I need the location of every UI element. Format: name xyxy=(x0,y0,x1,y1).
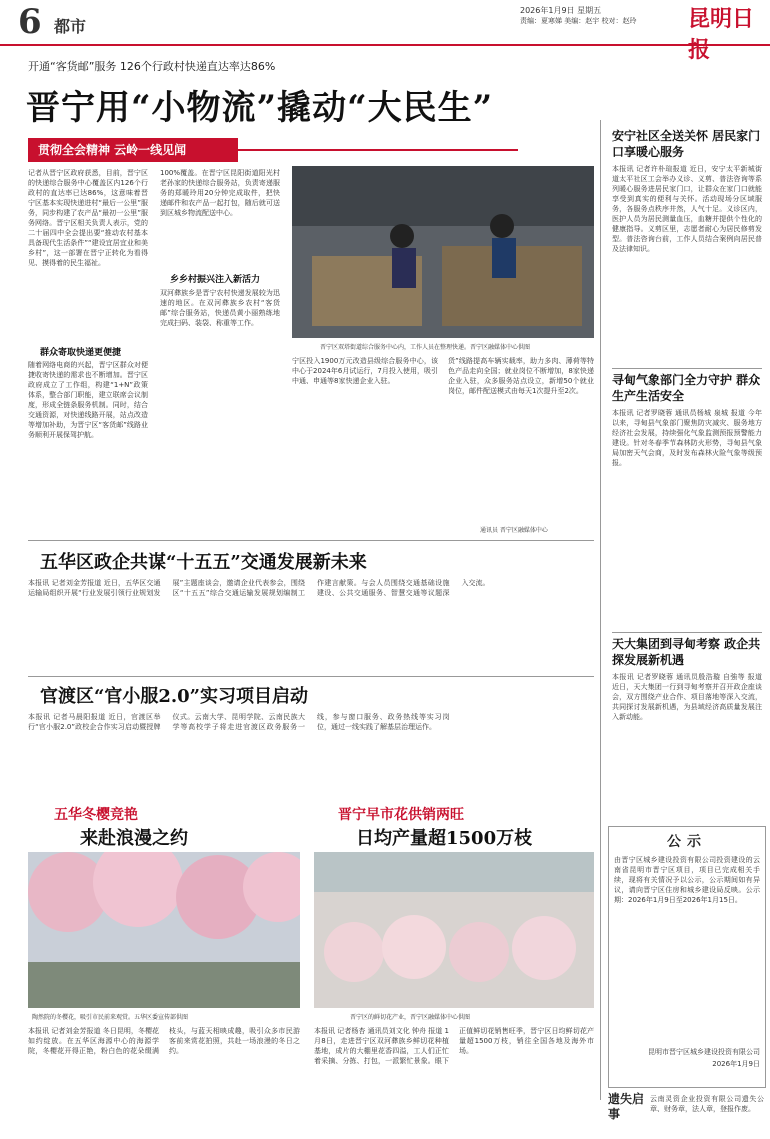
lead-subhead-1: 群众寄取快递更便捷 xyxy=(40,348,122,358)
lead-kicker: 开通“客货邮”服务 126个行政村快递直达率达86% xyxy=(28,60,276,73)
side3-title: 天大集团到寻甸考察 政企共探发展新机遇 xyxy=(612,637,761,667)
art4-photo-caption: 陶然院的冬樱花，吸引市民前来观赏。五华区委宣传部供图 xyxy=(32,1014,189,1021)
art2-title: 五华区政企共谋“十五五”交通发展新未来 xyxy=(40,552,367,573)
warehouse-scene-icon xyxy=(292,166,594,338)
date-line: 2026年1月9日 星期五 xyxy=(520,6,602,15)
art5-title: 日均产量超1500万枝 xyxy=(356,828,533,849)
lead-body-4: 双河彝族乡是晋宁农村快递发展较为迅速的地区。在双河彝族乡农村“客货邮”综合服务站，快递员黄小丽熟练地完成扫码、装袋、称重等工作。 xyxy=(160,289,280,327)
art4-title: 来赴浪漫之约 xyxy=(80,828,188,849)
notice-box xyxy=(608,826,766,1088)
notice-signature: 昆明市晋宁区城乡建设投资有限公司 xyxy=(648,1048,760,1056)
lead-body-6: 货”线路提高车辆实载率，助力多肉、薄荷等特色产品走向全国；就业岗位不断增加，8家快递企业入驻，众多服务站点设立，新增50个就业岗位，邮件配送模式由每天1次提升至2次。 xyxy=(448,357,594,395)
section-rule-3 xyxy=(28,676,594,677)
flower-bundles-icon xyxy=(314,852,594,1008)
lead-reporter: 通讯员 晋宁区融媒体中心 xyxy=(480,527,548,534)
column-divider xyxy=(600,120,601,1100)
footer-notice-body: 云南灵资企业投资有限公司遗失公章、财务章，法人章，登报作废。 xyxy=(650,1095,764,1113)
lead-subhead-2: 乡乡村振兴注入新活力 xyxy=(170,275,261,285)
side-rule-2 xyxy=(612,632,762,633)
lead-body-3: 100%覆盖。在晋宁区昆阳街道阳光村老孙家的快递综合服务站，负责寄递服务的郑暖玲用20分钟完成取件，把快递邮件和农产品一起打包，随后就可送到区城乡物流配送中心。 xyxy=(160,169,280,217)
lead-headline: 晋宁用“小物流”撬动“大民生” xyxy=(26,88,494,128)
editors-line: 责编：夏寒娣 美编：赵宇 校对：赵玲 xyxy=(520,17,637,25)
art3-title: 官渡区“官小服2.0”实习项目启动 xyxy=(40,686,309,707)
lead-banner: 贯彻全会精神 云岭一线见闻 xyxy=(28,138,238,162)
side-rule-1 xyxy=(612,368,762,369)
notice-title: 公示 xyxy=(667,834,707,850)
art5-photo-caption: 晋宁区的鲜切花产业，晋宁区融媒体中心供图 xyxy=(350,1014,471,1021)
lead-photo-caption: 晋宁区双塔街道综合服务中心内，工作人员在整理快递。晋宁区融媒体中心供图 xyxy=(320,344,531,351)
lead-body-1: 记者从晋宁区政府获悉，目前，晋宁区的快递综合服务中心覆盖区内126个行政村的直达率已达86%，这意味着晋宁区基本实现快递进村“最后一公里”服务，同步构建了农产品“最初一公里”服务网络。晋宁区相关负责人表示，党的二十届四中全会提出要“推动农村基本具备现代生活条件”“建设宜居宜业和美乡村”，这一部署在晋宁正转化为看得见、摸得着的民生福祉。 xyxy=(28,169,148,267)
side2-body: 本报讯 记者罗晓蓉 通讯员杨城 泉城 报道 今年以来，寻甸县气象部门聚焦防灾减灾、服务地方经济社会发展，持续强化气象监测预报预警能力建设。针对冬春季节森林防火形势，寻甸县气象局加密天气会商，及时发布森林火险气象等级预报。 xyxy=(612,409,762,467)
art5-body: 本报讯 记者杨杏 通讯员刘文化 钟舟 报道 1月8日，走进晋宁区双河彝族乡鲜切花种植基地，成片的大棚里花香四溢，工人们正忙着采摘、分拣、打包，一派繁忙景象。眼下正值鲜切花销售旺季，晋宁区日均鲜切花产量超1500万枝，销往全国各地及海外市场。 xyxy=(314,1027,594,1065)
banner-rule xyxy=(238,149,518,151)
footer-notice-label: 遗失启事 xyxy=(608,1092,645,1121)
notice-body: 由晋宁区城乡建设投资有限公司投资建设的云南省昆明市晋宁区项目，项目已完成相关手续，现将有关情况予以公示，公示期间如有异议，请向晋宁区住房和城乡建设局反映。公示期：2026年1月9日至2026年1月15日。 xyxy=(614,856,760,904)
side2-title: 寻甸气象部门全力守护 群众生产生活安全 xyxy=(612,373,761,403)
section-name: 都市 xyxy=(54,17,87,36)
lead-photo xyxy=(292,166,594,338)
section-rule-2 xyxy=(28,540,594,541)
art4-banner: 五华冬樱竞艳 xyxy=(54,807,138,823)
art3-body: 本报讯 记者马晨阳报道 近日，官渡区举行“官小服2.0”政校企合作实习启动暨授牌仪式。云南大学、昆明学院、云南民族大学等高校学子将走进官渡区政务服务一线，参与窗口服务、政务热线等实习岗位，通过一线实践了解基层治理运作。 xyxy=(28,713,450,731)
newspaper-brand: 昆明日报 xyxy=(688,6,755,63)
art5-banner: 晋宁早市花供销两旺 xyxy=(338,807,464,823)
notice-date: 2026年1月9日 xyxy=(712,1060,760,1068)
art5-photo xyxy=(314,852,594,1008)
side1-body: 本报讯 记者许朴瑄报道 近日，安宁太平新城街道太平社区工会举办义诊、义剪、普法咨询等系列暖心服务进居民家门口，让群众在家门口就能享受到真实的便利与关怀。活动现场分区域服务，各服务点秩序井然，人气十足。义诊区内，医护人员为居民测量血压，血糖并提供个性化的健康指导。义剪区里，志愿者耐心为居民修剪发型。普法咨询台前，工作人员结合案例向居民普及法律知识。 xyxy=(612,165,762,253)
masthead-bar xyxy=(0,0,770,46)
side1-title: 安宁社区全送关怀 居民家门口享暖心服务 xyxy=(612,129,761,159)
art4-body: 本报讯 记者刘金芳报道 冬日昆明，冬樱花如约绽放。在五华区海源中心的海源学院，冬樱花开得正艳，粉白色的花朵缀满枝头，与蓝天相映成趣，吸引众多市民游客前来赏花拍照，共赴一场浪漫的冬日之约。 xyxy=(28,1027,300,1055)
art2-body: 本报讯 记者刘金芳报道 近日，五华区交通运输局组织开展“行业发展引领行业规划发展”主题座谈会，邀请企业代表参会，围绕区“十五五”综合交通运输发展规划编制工作建言献策。与会人员围绕交通基础设施建设、公共交通服务、智慧交通等议题深入交流。 xyxy=(28,579,490,597)
art4-photo xyxy=(28,852,300,1008)
page-number: 6 xyxy=(18,2,42,42)
lead-body-5: 宁区投入1900万元改造县级综合服务中心，该中心于2024年6月试运行，7月投入使用，吸引中通、申通等8家快递企业入驻。 xyxy=(292,357,438,385)
side3-body: 本报讯 记者罗晓蓉 通讯员殷浩璇 自強等 报道 近日，天大集团一行到寻甸考察并召开政企座谈会，双方围绕产业合作、项目落地等深入交流，共同探讨发展新机遇，为县域经济高质量发展注入新动能。 xyxy=(612,673,762,721)
lead-body-2: 随着网络电商的兴起，晋宁区群众对便捷收寄快递的需求也不断增加。晋宁区政府成立了工作组，构建“1+N”政策体系，整合部门职能，建立联席会议制度，形成全链条服务机制。同时，结合交通资源，对快递线路开展，站点改造等增加补助，为晋宁区“客货邮”线路业务顺利开展保驾护航。 xyxy=(28,361,148,439)
cherry-blossom-icon xyxy=(28,852,300,1008)
